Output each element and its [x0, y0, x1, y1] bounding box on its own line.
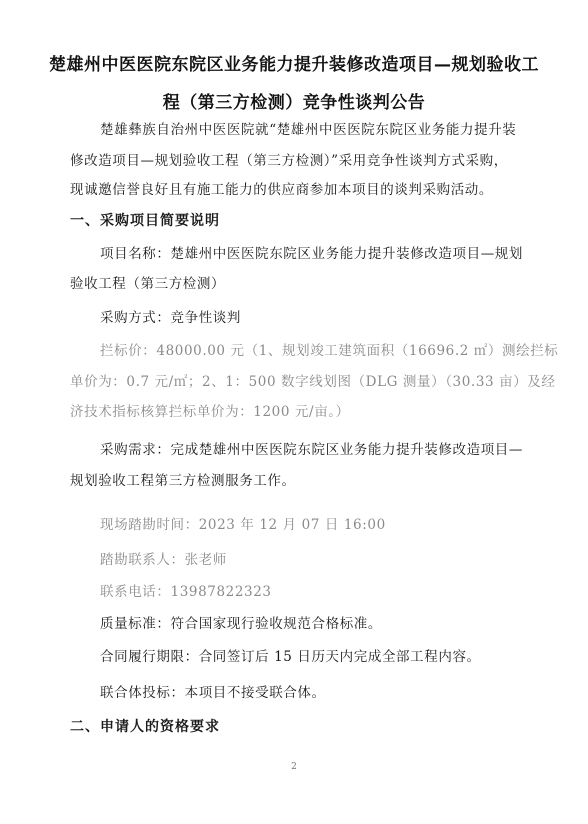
- price-limit-line-1: 拦标价：48000.00 元（1、规划竣工建筑面积（16696.2 ㎡）测绘拦标: [100, 343, 559, 359]
- project-name-line-2: 验收工程（第三方检测）: [70, 276, 226, 292]
- intro-line-2: 修改造项目—规划验收工程（第三方检测）”采用竞争性谈判方式采购，: [70, 153, 508, 169]
- page-number: 2: [291, 762, 297, 772]
- procurement-demand-line-2: 规划验收工程第三方检测服务工作。: [70, 473, 296, 489]
- intro-line-3: 现诚邀信誉良好且有施工能力的供应商参加本项目的谈判采购活动。: [70, 182, 493, 198]
- quality-standard: 质量标准：符合国家现行验收规范合格标准。: [100, 616, 382, 632]
- site-survey-contact: 踏勘联系人：张老师: [100, 552, 227, 568]
- project-name-line-1: 项目名称：楚雄州中医医院东院区业务能力提升装修改造项目—规划: [100, 246, 523, 262]
- site-survey-time: 现场踏勘时间：2023 年 12 月 07 日 16:00: [100, 517, 386, 533]
- contract-period: 合同履行期限：合同签订后 15 日历天内完成全部工程内容。: [100, 649, 481, 665]
- consortium-bidding: 联合体投标：本项目不接受联合体。: [100, 685, 326, 701]
- intro-line-1: 楚雄彝族自治州中医医院就“楚雄州中医医院东院区业务能力提升装: [100, 122, 517, 138]
- procurement-demand-line-1: 采购需求：完成楚雄州中医医院东院区业务能力提升装修改造项目—: [100, 442, 523, 458]
- price-limit-line-2: 单价为：0.7 元/㎡；2、1：500 数字线划图（DLG 测量）（30.33 亩）及经: [70, 374, 556, 390]
- document-title-line-1: 楚雄州中医医院东院区业务能力提升装修改造项目—规划验收工: [49, 55, 539, 75]
- procurement-method: 采购方式：竞争性谈判: [100, 310, 241, 326]
- price-limit-line-3: 济技术指标核算拦标单价为：1200 元/亩。）: [70, 404, 350, 420]
- section-heading-procurement-overview: 一、采购项目简要说明: [70, 213, 220, 229]
- section-heading-applicant-qualifications: 二、申请人的资格要求: [70, 719, 220, 735]
- contact-phone: 联系电话：13987822323: [100, 584, 272, 600]
- document-title-line-2: 程（第三方检测）竞争性谈判公告: [162, 93, 426, 113]
